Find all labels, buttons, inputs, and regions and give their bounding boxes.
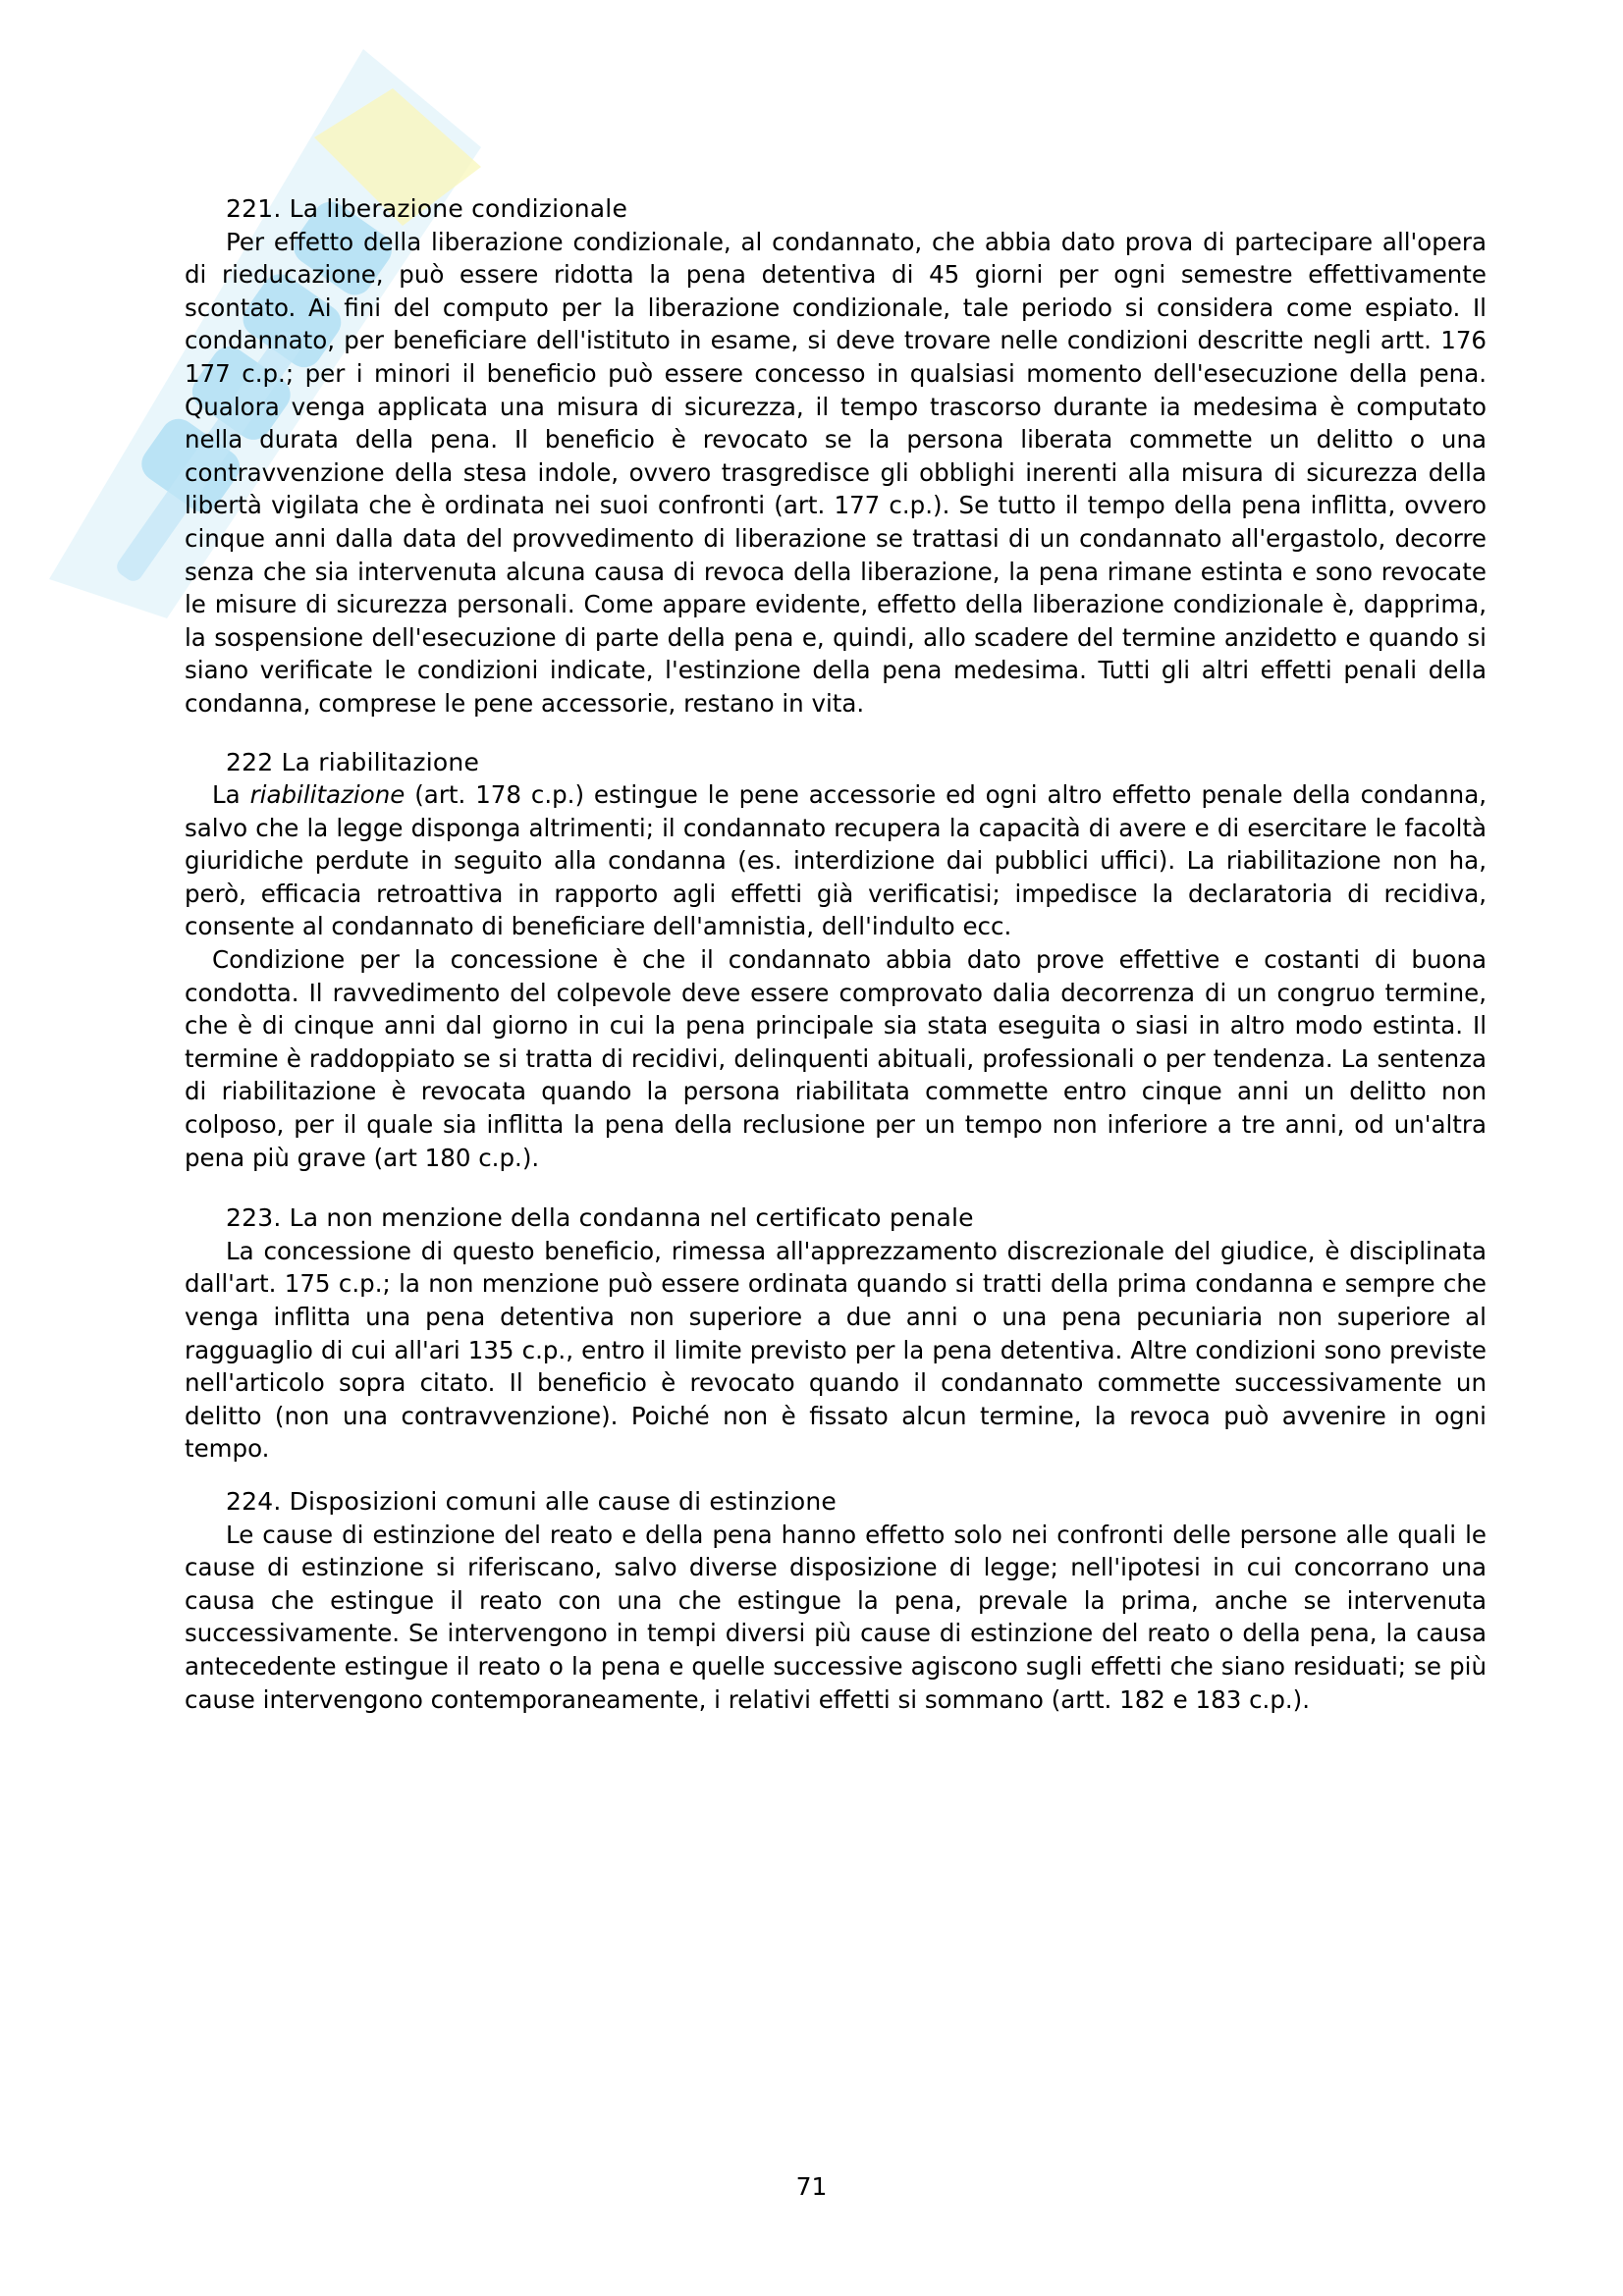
section-paragraph bbox=[185, 778, 1487, 943]
section-221 bbox=[185, 192, 1487, 721]
paragraph-lead: La bbox=[212, 780, 250, 810]
section-paragraph: Le cause di estinzione del reato e della pena hanno effetto solo nei confronti delle persone alle quali le cause di estinzione si riferiscano, salvo diverse disposizione di legge; nell'ipotesi in cui concorrano una causa che estingue il reato con una che estingue la pena, prevale la prima, anche se intervenuta successivamente. Se intervengono in tempi diversi più cause di estinzione del reato o della pena, la causa antecedente estingue il reato o la pena e quelle successive agiscono sugli effetti che siano residuati; se più cause intervengono contemporaneamente, i relativi effetti si sommano (artt. 182 e 183 c.p.). bbox=[185, 1520, 1487, 1714]
section-heading: 221. La liberazione condizionale bbox=[226, 194, 628, 223]
paragraph-rest: (art. 178 c.p.) estingue le pene accessorie ed ogni altro effetto penale della condanna, salvo che la legge disponga altrimenti; il condannato recupera la capacità di avere e di esercitare le facoltà giuridiche perdute in seguito alla condanna (es. interdizione dai pubblici uffici). La riabilitazione non ha, però, efficacia retroattiva in rapporto agli effetti già verificatisi; impedisce la declaratoria di recidiva, consente al condannato di beneficiare dell'amnistia, dell'indulto ecc. bbox=[185, 780, 1487, 941]
italic-term: riabilitazione bbox=[249, 780, 406, 810]
section-heading: 224. Disposizioni comuni alle cause di estinzione bbox=[226, 1486, 837, 1516]
section-paragraph: Condizione per la concessione è che il condannato abbia dato prove effettive e costanti di buona condotta. Il ravvedimento del colpevole deve essere comprovato dalia decorrenza di un congruo termine, che è di cinque anni dal giorno in cui la pena principale sia stata eseguita o siasi in altro modo estinta. Il termine è raddoppiato se si tratta di recidivi, delinquenti abituali, professionali o per tendenza. La sentenza di riabilitazione è revocata quando la persona riabilitata commette entro cinque anni un delitto non colposo, per il quale sia inflitta la pena della reclusione per un tempo non inferiore a tre anni, od un'altra pena più grave (art 180 c.p.). bbox=[185, 945, 1487, 1172]
section-222 bbox=[185, 746, 1487, 1175]
section-heading: 223. La non menzione della condanna nel certificato penale bbox=[226, 1203, 974, 1233]
page-number: 71 bbox=[795, 2172, 828, 2201]
section-223 bbox=[185, 1201, 1487, 1466]
section-224 bbox=[185, 1485, 1487, 1716]
section-paragraph: La concessione di questo beneficio, rimessa all'apprezzamento discrezionale del giudice, è disciplinata dall'art. 175 c.p.; la non menzione può essere ordinata quando si tratti della prima condanna e sempre che venga inflitta una pena detentiva non superiore a due anni o una pena pecuniaria non superiore al ragguaglio di cui all'ari 135 c.p., entro il limite previsto per la pena detentiva. Altre condizioni sono previste nell'articolo sopra citato. Il beneficio è revocato quando il condannato commette successivamente un delitto (non una contravvenzione). Poiché non è fissato alcun termine, la revoca può avvenire in ogni tempo. bbox=[185, 1236, 1487, 1464]
section-heading: 222 La riabilitazione bbox=[226, 747, 480, 776]
document-body bbox=[185, 192, 1487, 1716]
section-paragraph: Per effetto della liberazione condizionale, al condannato, che abbia dato prova di partecipare all'opera di rieducazione, può essere ridotta la pena detentiva di 45 giorni per ogni semestre effettivamente scontato. Ai fini del computo per la liberazione condizionale, tale periodo si considera come espiato. Il condannato, per beneficiare dell'istituto in esame, si deve trovare nelle condizioni descritte negli artt. 176 177 c.p.; per i minori il beneficio può essere concesso in qualsiasi momento dell'esecuzione della pena. Qualora venga applicata una misura di sicurezza, il tempo trascorso durante ia medesima è computato nella durata della pena. Il beneficio è revocato se la persona liberata commette un delitto o una contravvenzione della stesa indole, ovvero trasgredisce gli obblighi inerenti alla misura di sicurezza della libertà vigilata che è ordinata nei suoi confronti (art. 177 c.p.). Se tutto il tempo della pena inflitta, ovvero cinque anni dalla data del provvedimento di liberazione se trattasi di un condannato all'ergastolo, decorre senza che sia intervenuta alcuna causa di revoca della liberazione, la pena rimane estinta e sono revocate le misure di sicurezza personali. Come appare evidente, effetto della liberazione condizionale è, dapprima, la sospensione dell'esecuzione di parte della pena e, quindi, allo scadere del termine anzidetto e quando si siano verificate le condizioni indicate, l'estinzione della pena medesima. Tutti gli altri effetti penali della condanna, comprese le pene accessorie, restano in vita. bbox=[185, 227, 1487, 718]
